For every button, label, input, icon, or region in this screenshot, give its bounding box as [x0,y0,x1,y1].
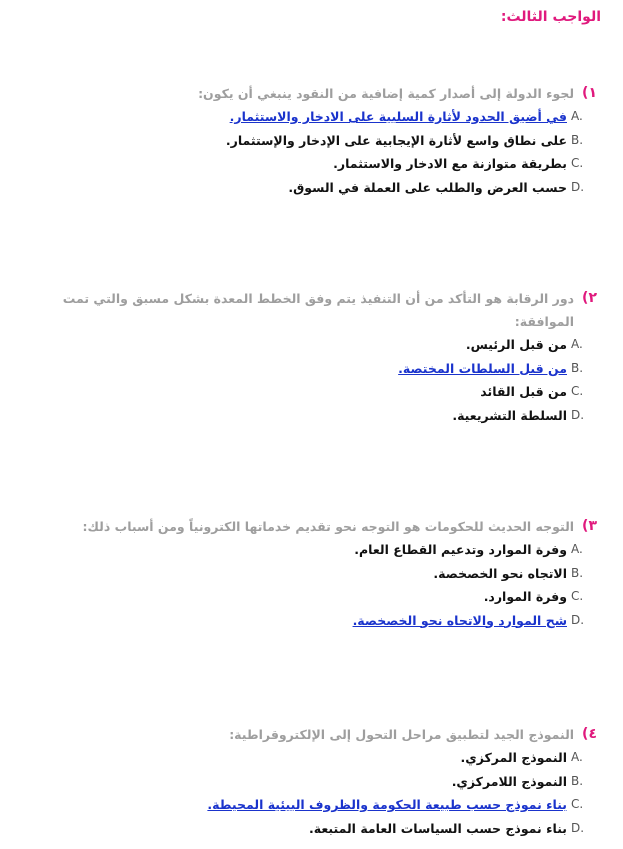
option-letter: A. [571,542,583,556]
option-letter: C. [571,589,584,603]
page-title: الواجب الثالث: [500,9,601,25]
option-text: وفرة الموارد. [483,589,567,604]
option-letter: A. [571,337,583,351]
option-a[interactable] [26,333,597,357]
option-a[interactable] [26,105,597,129]
option-text: وفرة الموارد وتدعيم القطاع العام. [354,542,567,557]
option-letter: A. [571,109,583,123]
question-header [26,82,597,105]
option-b[interactable] [26,357,597,381]
option-text: على نطاق واسع لأثارة الإيجابية على الإدخار والإستثمار. [225,132,567,148]
question-text: التوجه الحديث للحكومات هو التوجه نحو تقديم خدماتها الكترونياً ومن أسباب ذلك: [82,519,575,534]
option-letter: C. [571,156,584,170]
option-text: بناء نموذج حسب طبيعة الحكومة والظروف البيئية المحيطة. [207,797,567,812]
option-b[interactable] [26,770,597,794]
option-d[interactable] [26,176,597,200]
option-b[interactable] [26,129,597,153]
option-text: في أضيق الحدود لأثارة السلبية على الادخار والاستثمار. [229,109,567,124]
option-d[interactable] [26,609,597,633]
option-c[interactable] [26,585,597,609]
option-letter: B. [571,773,584,788]
option-letter: A. [571,750,583,764]
option-letter: D. [571,820,585,835]
option-text: الاتجاه نحو الخصخصة. [433,565,567,581]
option-text: النموذج المركزي. [460,750,567,765]
question-3 [26,515,597,632]
option-text: بطريقة متوازنة مع الادخار والاستثمار. [333,156,567,171]
option-a[interactable] [26,538,597,562]
option-c[interactable] [26,380,597,404]
question-2 [26,287,597,427]
option-text: بناء نموذج حسب السياسات العامة المتبعة. [309,820,567,836]
option-letter: B. [571,360,584,375]
question-header [26,515,597,538]
question-number: ٢) [582,290,597,306]
question-text: النموذج الجيد لتطبيق مراحل التحول إلى الإلكتروقراطية: [229,727,575,742]
option-d[interactable] [26,817,597,841]
option-letter: C. [571,797,584,811]
option-text: من قبل الرئيس. [465,337,567,352]
option-letter: B. [571,565,584,580]
option-c[interactable] [26,793,597,817]
option-text: السلطة التشريعية. [452,407,567,423]
option-letter: C. [571,384,584,398]
option-letter: B. [571,132,584,147]
option-a[interactable] [26,746,597,770]
option-text: حسب العرض والطلب على العملة في السوق. [288,179,567,195]
option-text: من قبل القائد [480,384,567,399]
option-text: شح الموارد والاتجاه نحو الخصخصة. [352,612,567,628]
question-text: دور الرقابة هو التأكد من أن التنفيذ يتم وفق الخطط المعدة بشكل مسبق والتي تمت الموافقة: [62,291,575,329]
question-header [26,723,597,746]
question-number: ١) [582,85,597,101]
question-number: ٣) [582,518,597,534]
option-letter: D. [571,407,585,422]
option-d[interactable] [26,404,597,428]
question-number: ٤) [582,726,597,742]
question-text: لجوء الدولة إلى أصدار كمية إضافية من النقود ينبغي أن يكون: [198,86,575,101]
option-b[interactable] [26,562,597,586]
option-text: من قبل السلطات المختصة. [398,360,567,376]
question-4 [26,723,597,840]
question-1 [26,82,597,199]
option-letter: D. [571,179,585,194]
option-c[interactable] [26,152,597,176]
option-text: النموذج اللامركزي. [451,773,567,789]
option-letter: D. [571,612,585,627]
question-header [26,287,597,333]
